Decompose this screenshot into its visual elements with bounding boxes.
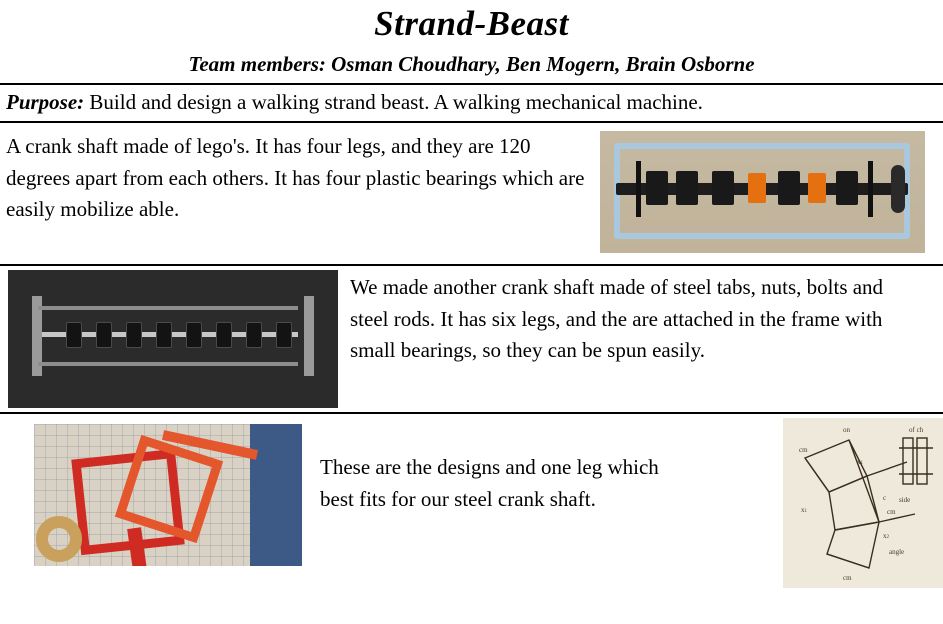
lego-orange-block — [748, 173, 766, 203]
svg-text:x1: x1 — [857, 458, 863, 467]
steel-tab — [276, 322, 292, 348]
team-members-line: Team members: Osman Choudhary, Ben Mogern, Brain Osborne — [188, 52, 755, 77]
lego-orange-block — [808, 173, 826, 203]
svg-text:of ch: of ch — [909, 426, 924, 435]
svg-text:angle: angle — [889, 548, 905, 557]
section-steel-crank — [0, 266, 943, 412]
svg-text:cm: cm — [843, 574, 852, 583]
svg-text:side: side — [899, 496, 911, 505]
steel-tab — [66, 322, 82, 348]
svg-text:x2: x2 — [883, 532, 889, 541]
svg-text:cm: cm — [799, 446, 808, 455]
steel-crank-shaft-photo — [8, 270, 338, 408]
lego-block — [646, 171, 668, 205]
page-title: Strand-Beast — [374, 4, 569, 43]
steel-tab — [186, 322, 202, 348]
purpose-statement — [0, 85, 943, 121]
sketch-drawing — [783, 418, 943, 588]
steel-frame-post — [304, 296, 314, 376]
purpose-text: Build and design a walking strand beast. A walking mechanical machine. — [84, 90, 703, 115]
lego-end-disc — [891, 165, 905, 213]
lego-rod — [636, 161, 641, 217]
svg-text:x1: x1 — [801, 506, 807, 515]
steel-tab — [216, 322, 232, 348]
steel-tab — [246, 322, 262, 348]
steel-tab — [96, 322, 112, 348]
lego-block — [778, 171, 800, 205]
photo-background-strip — [250, 424, 302, 566]
section-designs — [0, 414, 943, 590]
svg-text:on: on — [843, 426, 850, 435]
lego-crank-shaft-photo — [600, 131, 925, 253]
purpose-label: Purpose: — [6, 90, 85, 115]
leg-linkage-sketch — [783, 418, 943, 588]
section-lego-crank-text: A crank shaft made of lego's. It has four legs, and they are 120 degrees apart from each others. It has four plastic bearings which are easily mobilize able. — [6, 134, 585, 222]
red-leg-design-photo — [34, 424, 302, 566]
lego-block — [836, 171, 858, 205]
lego-block — [676, 171, 698, 205]
steel-tab — [156, 322, 172, 348]
steel-frame-rail — [38, 306, 298, 310]
lego-block — [712, 171, 734, 205]
steel-frame-rail — [38, 362, 298, 366]
lego-rod — [868, 161, 873, 217]
svg-text:cm: cm — [887, 508, 896, 517]
steel-tab — [126, 322, 142, 348]
section-designs-text: These are the designs and one leg which best fits for our steel crank shaft. — [320, 455, 659, 511]
svg-text:c: c — [883, 494, 887, 503]
section-steel-crank-text: We made another crank shaft made of steel tabs, nuts, bolts and steel rods. It has six legs, and the are attached in the frame with small bearings, so they can be spun easily. — [350, 275, 884, 363]
section-lego-crank — [0, 123, 943, 264]
